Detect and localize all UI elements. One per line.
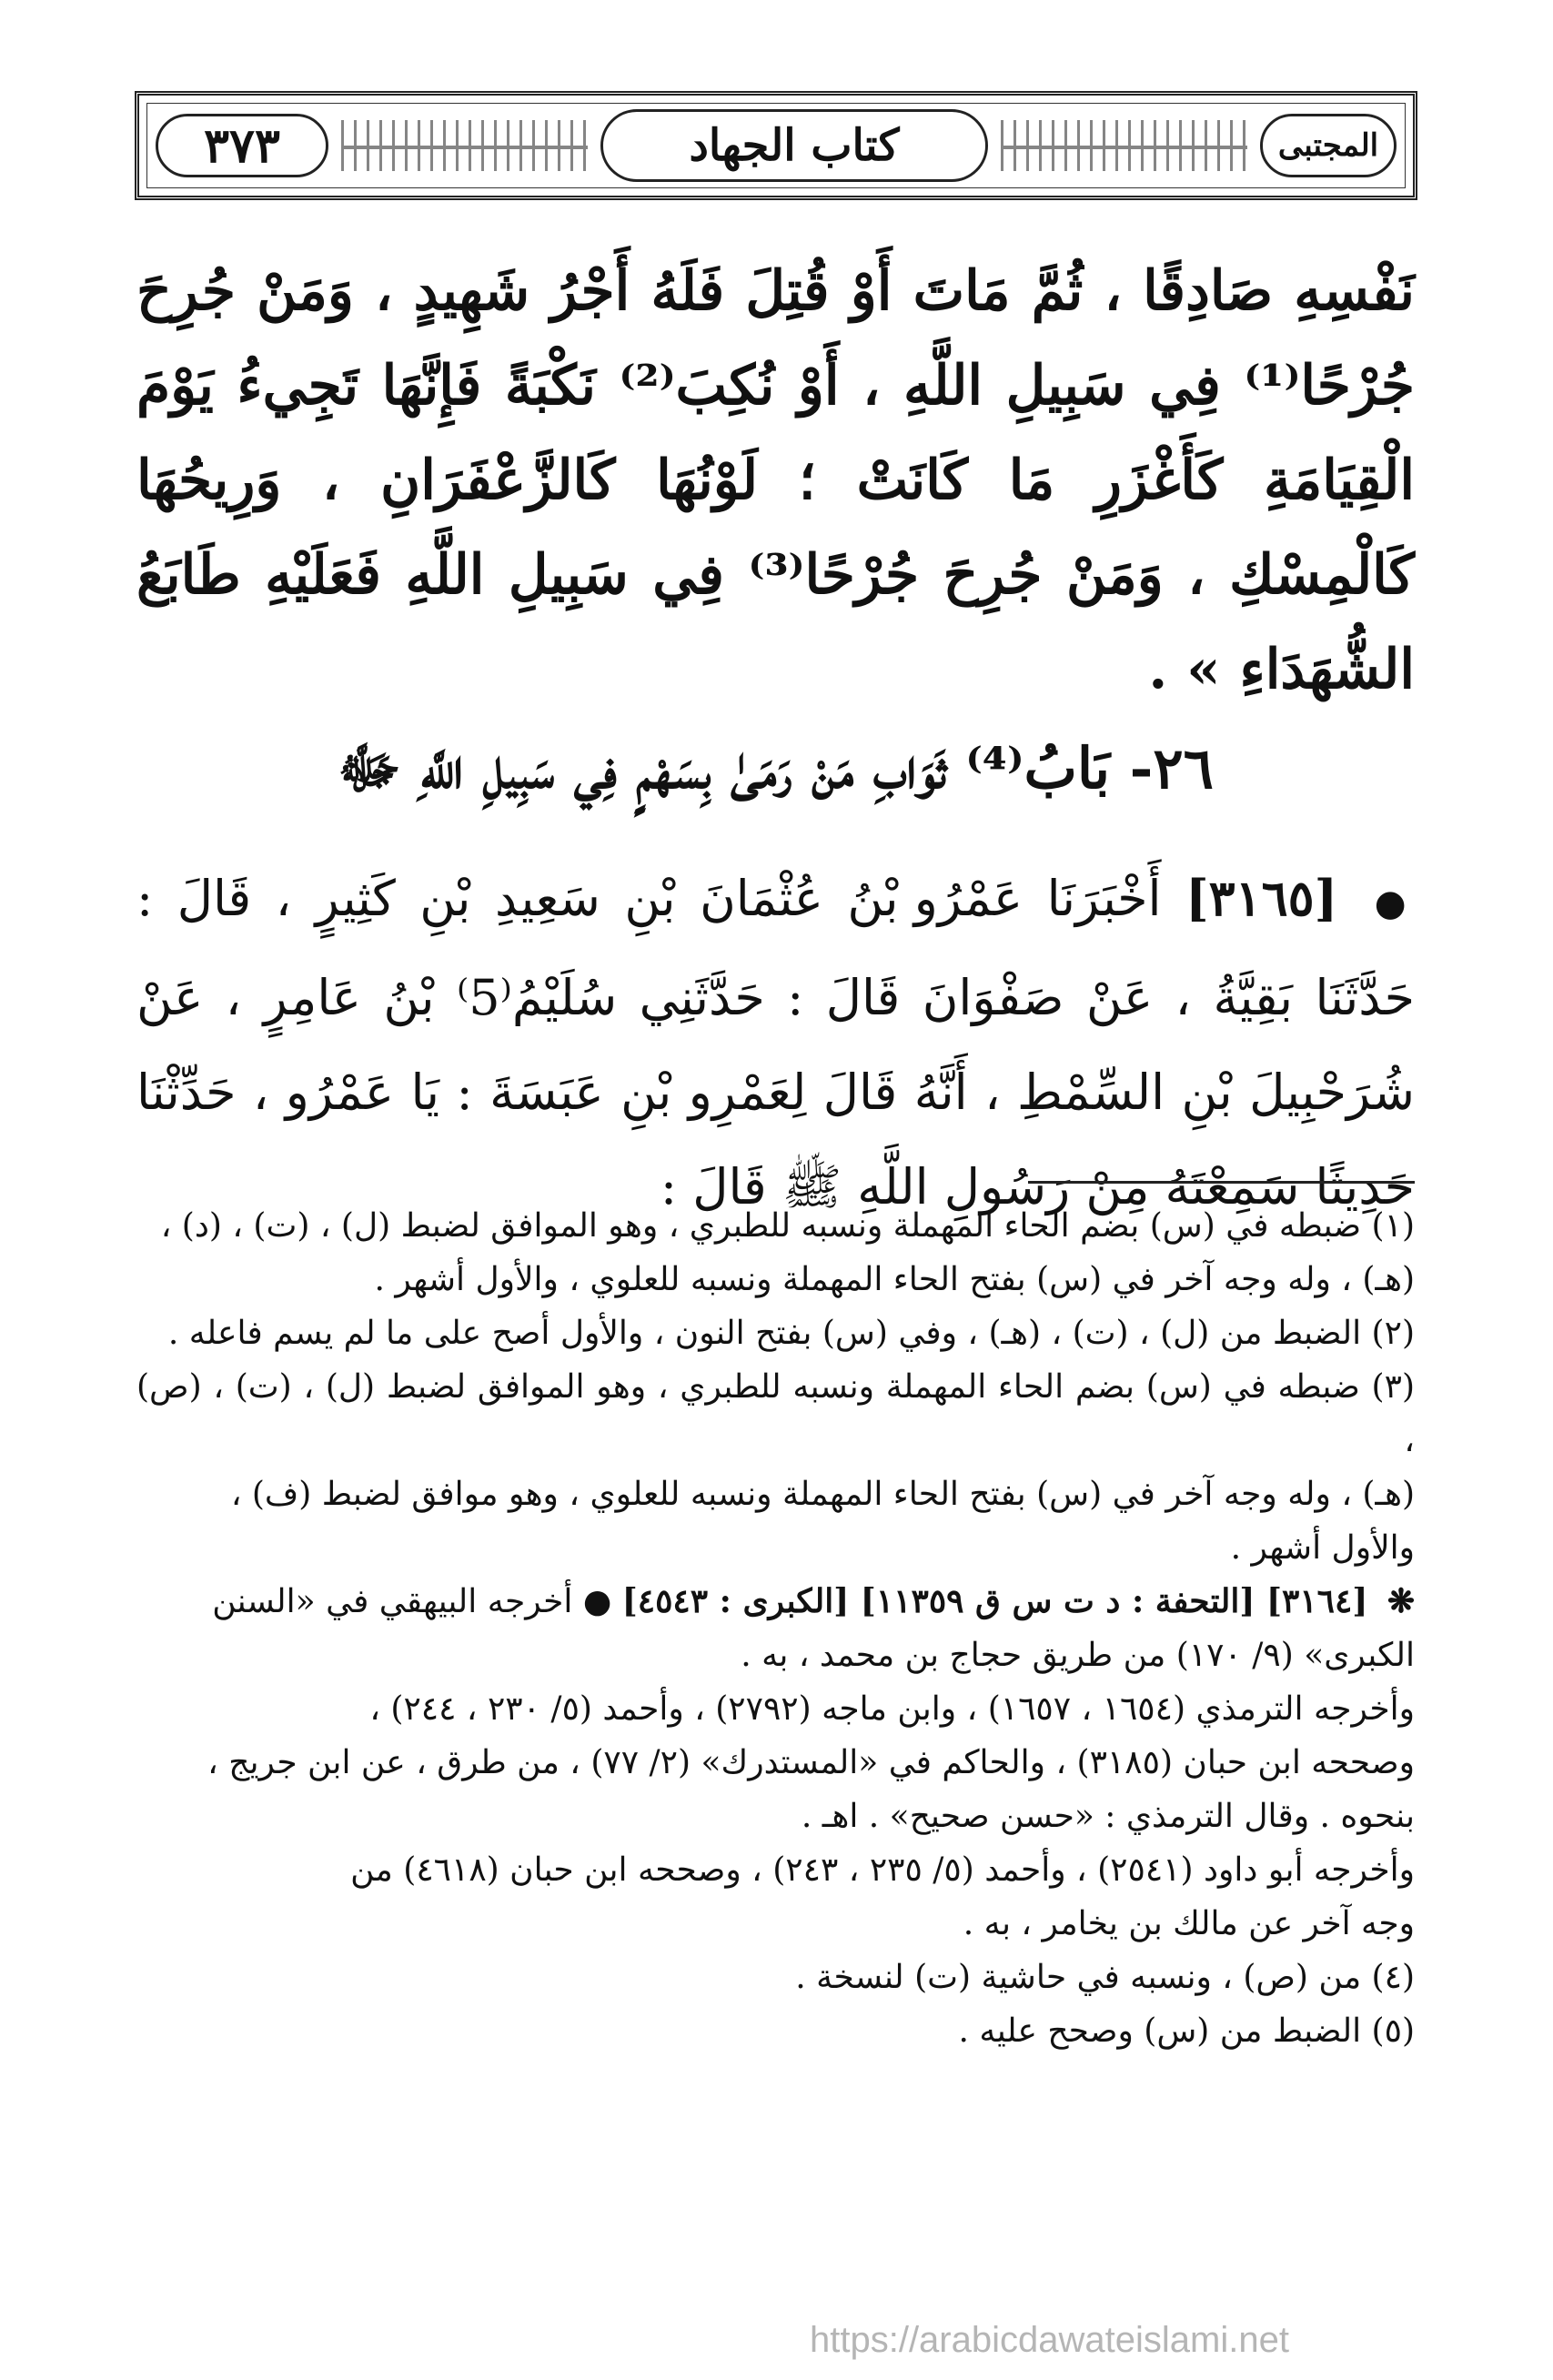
footnote-1a: (١) ضبطه في (س) بضم الحاء المهملة ونسبه للطبري ، وهو الموافق لضبط (ل) ، (ت) ، (د) ، xyxy=(160,1207,1415,1245)
footnote-5: (٥) الضبط من (س) وصحح عليه . xyxy=(958,2012,1415,2050)
main-hadith-text: نَفْسِهِ صَادِقًا ، ثُمَّ مَاتَ أَوْ قُتِلَ فَلَهُ أَجْرُ شَهِيدٍ ، وَمَنْ جُرِحَ جُرْحًا⁽¹⁾ فِي سَبِيلِ اللَّهِ ، أَوْ نُكِبَ⁽²⁾ نَكْبَةً فَإِنَّهَا تَجِيءُ يَوْمَ الْقِيَامَةِ كَأَغْزَرِ مَا كَانَتْ ؛ لَوْنُهَا كَالزَّعْفَرَانِ ، وَرِيحُهَا كَالْمِسْكِ ، وَمَنْ جُرِحَ جُرْحًا⁽³⁾ فِي سَبِيلِ اللَّهِ فَعَلَيْهِ طَابَعُ الشُّهَدَاءِ » . xyxy=(136,259,1415,701)
tahqiq-line-1b: الكبرى» (٩/ ١٧٠) من طريق حجاج بن محمد ، به . xyxy=(741,1637,1415,1674)
tahqiq-line-2b: وصححه ابن حبان (٣١٨٥) ، والحاكم في «المستدرك» (٢/ ٧٧) ، من طرق ، عن ابن جريج ، xyxy=(207,1744,1415,1781)
tahqiq-reference: [٣١٦٤] [التحفة : د ت س ق ١١٣٥٩] [الكبرى : ٤٥٤٣] xyxy=(621,1582,1368,1620)
footnote-3a: (٣) ضبطه في (س) بضم الحاء المهملة ونسبه للطبري ، وهو الموافق لضبط (ل) ، (ت) ، (ص) ، xyxy=(136,1368,1415,1459)
tahqiq-line-3b: وجه آخر عن مالك بن يخامر ، به . xyxy=(963,1905,1415,1942)
footnotes xyxy=(136,1199,1415,2058)
footnote-3b: (هـ) ، وله وجه آخر في (س) بفتح الحاء المهملة ونسبه للعلوي ، وهو موافق لضبط (ف) ، xyxy=(230,1476,1415,1513)
tahqiq-line-3a: وأخرجه أبو داود (٢٥٤١) ، وأحمد (٥/ ٢٣٥ ، ٢٤٣) ، وصححه ابن حبان (٤٦١٨) من xyxy=(350,1851,1415,1889)
footnote-2: (٢) الضبط من (ل) ، (ت) ، (هـ) ، وفي (س) بفتح النون ، والأول أصح على ما لم يسم فاعله . xyxy=(167,1315,1415,1352)
footnote-1b: (هـ) ، وله وجه آخر في (س) بفتح الحاء المهملة ونسبه للعلوي ، والأول أشهر . xyxy=(374,1261,1415,1298)
tahqiq-line-2a: وأخرجه الترمذي (١٦٥٤ ، ١٦٥٧) ، وابن ماجه (٢٧٩٢) ، وأحمد (٥/ ٢٣٠ ، ٢٤٤) ، xyxy=(369,1690,1415,1728)
header-ornament-left xyxy=(341,120,588,171)
chapter-heading: ٢٦- بَابُ⁽⁴⁾ ثَوَابِ مَنْ رَمَىٰ بِسَهْمٍ فِي سَبِيلِ اللَّهِ ﷻ xyxy=(338,735,1214,802)
chapter-title: كتاب الجهاد xyxy=(600,109,988,182)
page-header xyxy=(135,91,1417,200)
book-logo: المجتبى xyxy=(1260,114,1397,177)
footnote-3c: والأول أشهر . xyxy=(1230,1529,1415,1567)
page-number: ٣٧٣ xyxy=(156,114,328,177)
tahqiq-1-rest: أخرجه البيهقي في «السنن xyxy=(212,1583,573,1620)
watermark-url: https://arabicdawateislami.net xyxy=(810,2320,1289,2360)
hadith-text: عَمْرُو بْنُ عُثْمَانَ بْنِ سَعِيدِ بْنِ كَثِيرٍ ، قَالَ : حَدَّثَنَا بَقِيَّةُ ، عَنْ صَفْوَانَ قَالَ : حَدَّثَنِي سُلَيْمُ⁽5⁾ بْنُ عَامِرٍ ، عَنْ شُرَحْبِيلَ بْنِ السِّمْطِ ، أَنَّهُ قَالَ لِعَمْرِو بْنِ عَبَسَةَ : يَا عَمْرُو ، حَدِّثْنَا حَدِيثًا سَمِعْتَهُ مِنْ رَسُولِ اللَّهِ ﷺ قَالَ : xyxy=(136,870,1415,1215)
hadith-entry xyxy=(136,851,1415,1235)
footnote-separator xyxy=(1028,1181,1415,1184)
asterisk-icon: ❋ xyxy=(1387,1582,1415,1620)
header-ornament-right xyxy=(1001,120,1247,171)
footnote-4: (٤) من (ص) ، ونسبه في حاشية (ت) لنسخة . xyxy=(795,1959,1415,1996)
tahqiq-line-1 xyxy=(136,1575,1415,1629)
bullet-icon: ● xyxy=(572,1583,612,1620)
hadith-number: [٣١٦٥] xyxy=(1185,869,1338,927)
tahqiq-line-2c: بنحوه . وقال الترمذي : «حسن صحيح» . اهـ . xyxy=(801,1798,1415,1835)
hadith-verb: أَخْبَرَنَا xyxy=(1046,870,1162,927)
bullet-icon: ● xyxy=(1374,882,1416,924)
